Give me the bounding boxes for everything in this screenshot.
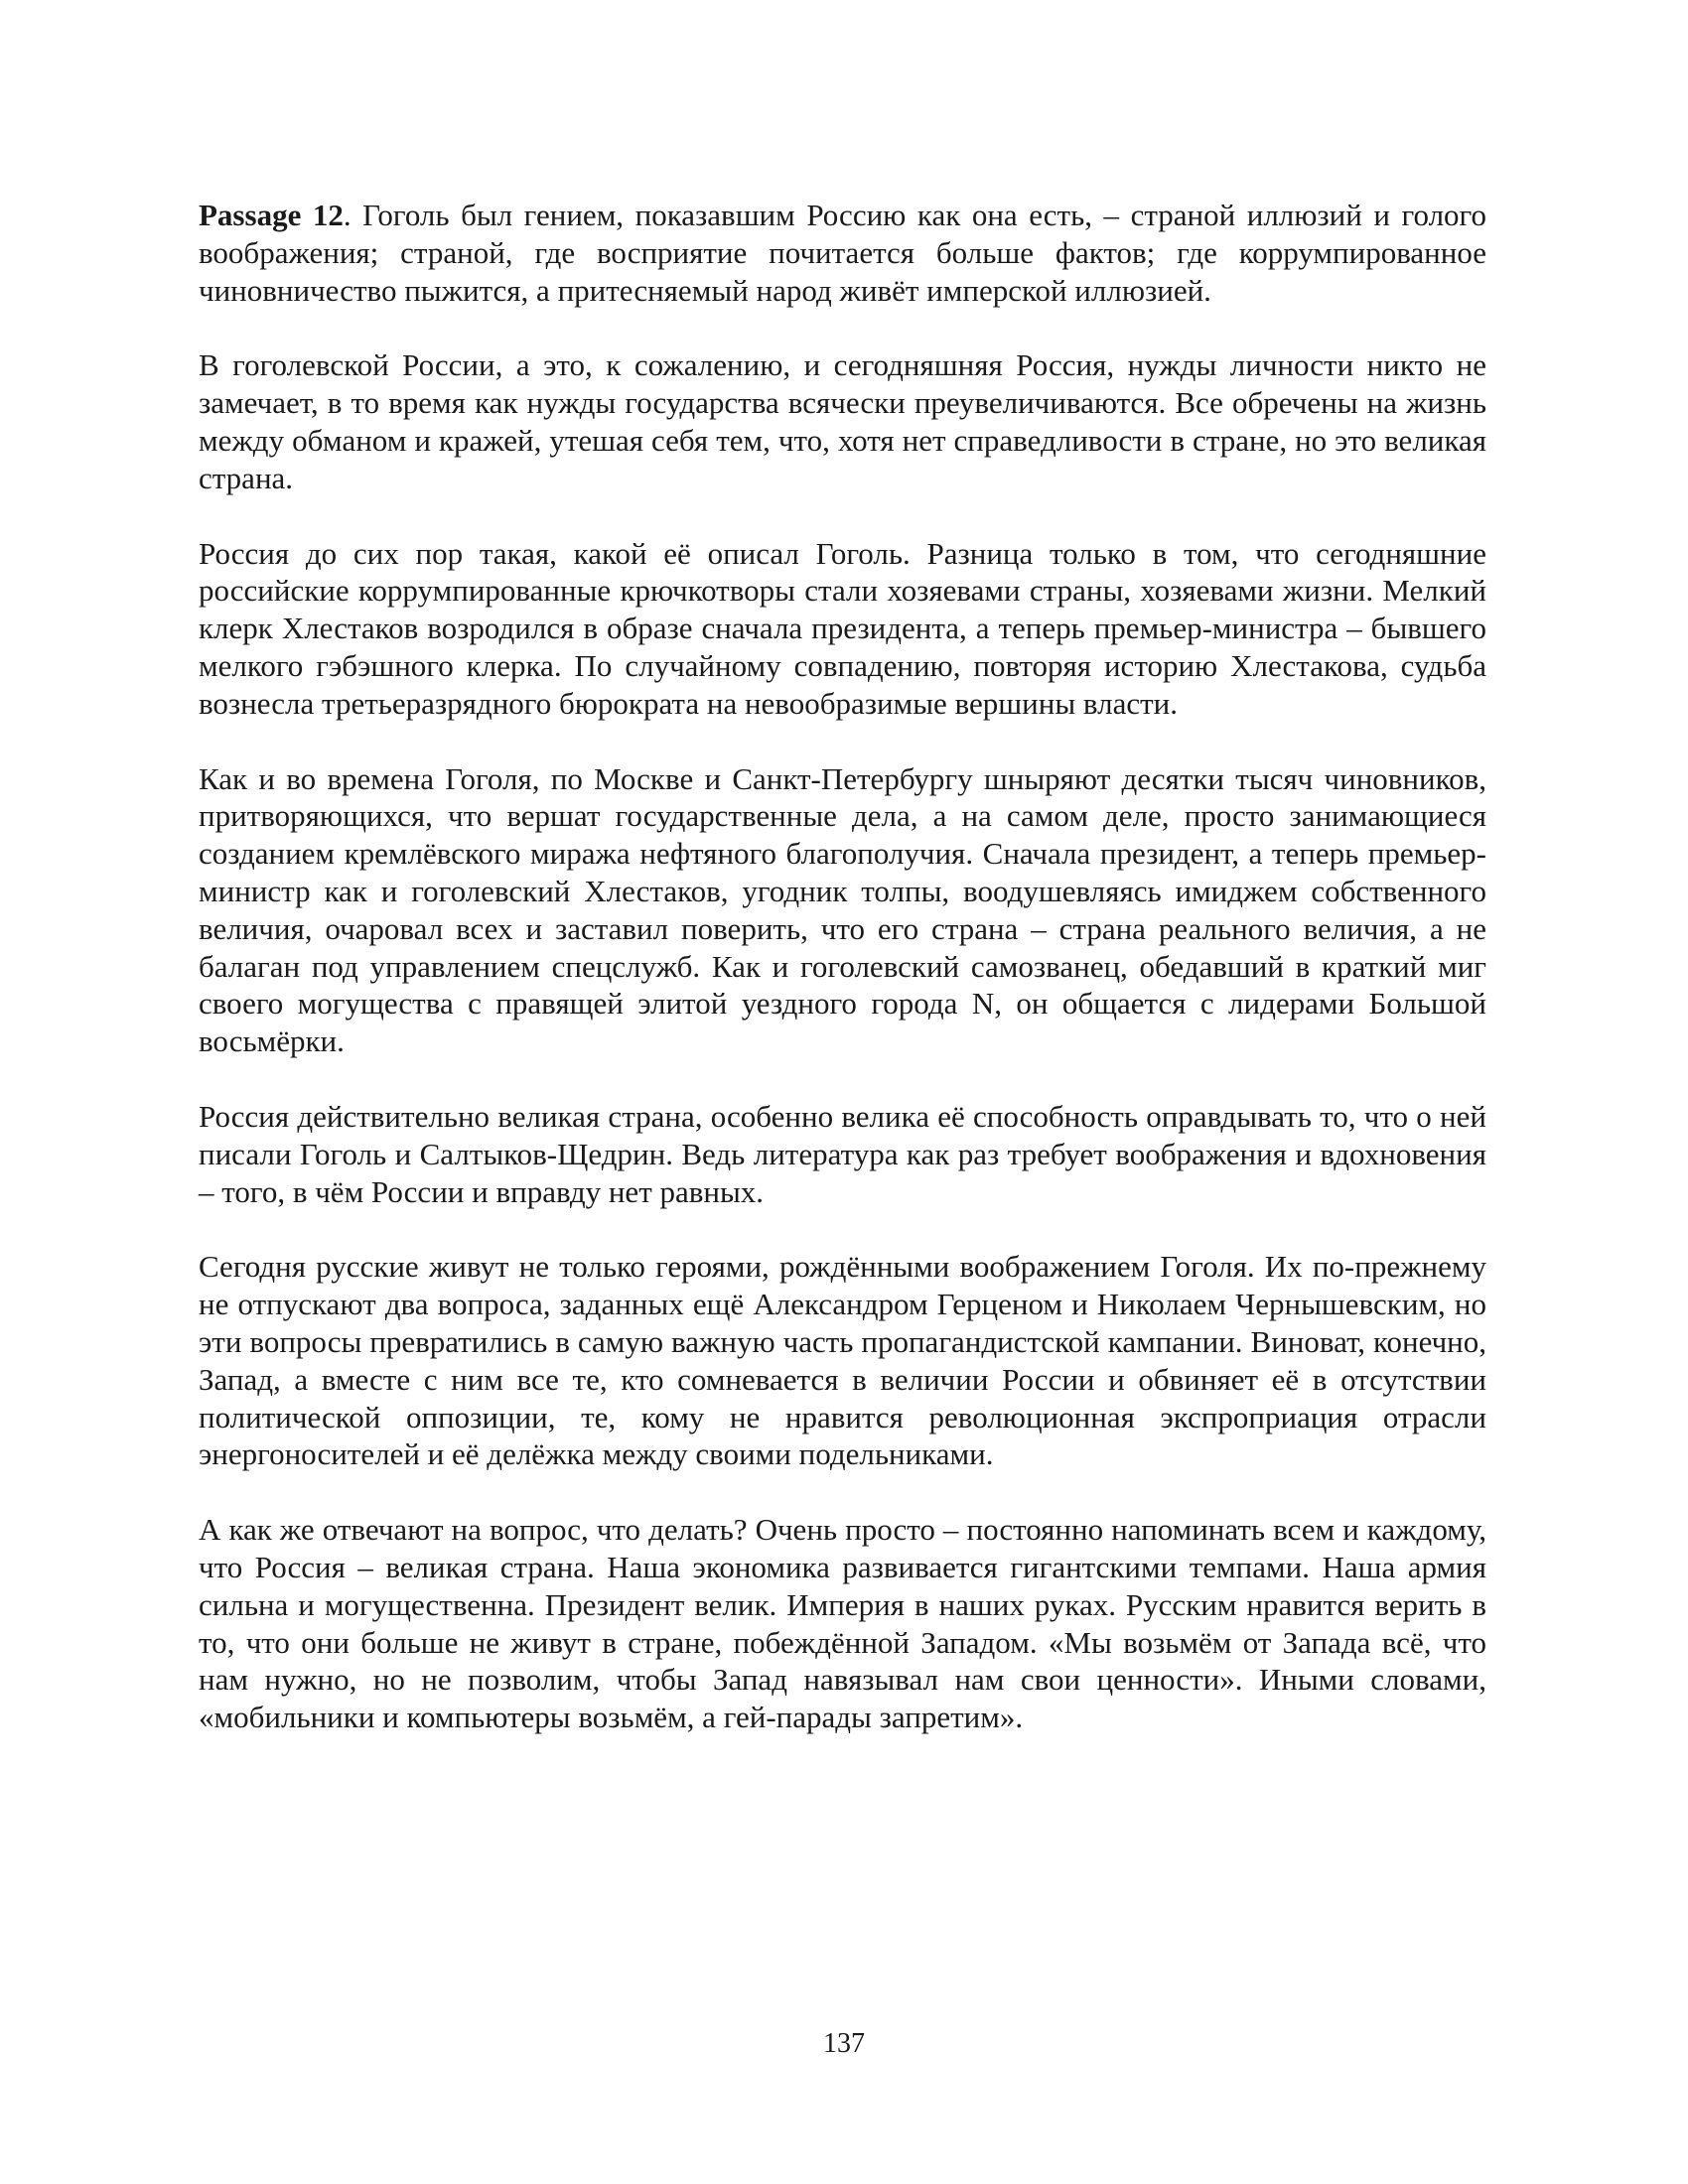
paragraph-2: В гоголевской России, а это, к сожалению, и сегодняшняя Россия, нужды личности никто не замечает, в то время как нужды государства всячески преувеличиваются. Все обречены на жизнь между обманом и кражей, утешая себя тем, что, хотя нет справедливости в стране, но это великая страна.	[199, 347, 1486, 495]
passage-label: Passage 12	[199, 198, 344, 232]
paragraph-7: А как же отвечают на вопрос, что делать? Очень просто – постоянно напоминать всем и каждому, что Россия – великая страна. Наша экономика развивается гигантскими темпами. Наша армия сильна и могущественна. Президент велик. Империя в наших руках. Русским нравится верить в то, что они больше не живут в стране, побеждённой Западом. «Мы возьмём от Запада всё, что нам нужно, но не позволим, чтобы Запад навязывал нам свои ценности». Иными словами, «мобильники и компьютеры возьмём, а гей-парады запретим».	[199, 1512, 1486, 1735]
page-number: 137	[823, 2028, 865, 2059]
passage-intro-text: . Гоголь был гением, показавшим Россию как она есть, – страной иллюзий и голого воображения; страной, где восприятие почитается больше фактов; где коррумпированное чиновничество пыжится, а притесняемый народ живёт имперской иллюзией.	[199, 198, 1486, 308]
paragraph-passage-intro	[199, 197, 1486, 309]
document-body	[199, 197, 1486, 1774]
paragraph-4: Как и во времена Гоголя, по Москве и Санкт-Петербургу шныряют десятки тысяч чиновников, притворяющихся, что вершат государственные дела, а на самом деле, просто занимающиеся созданием кремлёвского миража нефтяного благополучия. Сначала президент, а теперь премьер-министр как и гоголевский Хлестаков, угодник толпы, воодушевляясь имиджем собственного величия, очаровал всех и заставил поверить, что его страна – страна реального величия, а не балаган под управлением спецслужб. Как и гоголевский самозванец, обедавший в краткий миг своего могущества с правящей элитой уездного города N, он общается с лидерами Большой восьмёрки.	[199, 760, 1486, 1059]
paragraph-6: Сегодня русские живут не только героями, рождёнными воображением Гоголя. Их по-прежнему не отпускают два вопроса, заданных ещё Александром Герценом и Николаем Чернышевским, но эти вопросы превратились в самую важную часть пропагандистской кампании. Виноват, конечно, Запад, а вместе с ним все те, кто сомневается в величии России и обвиняет её в отсутствии политической оппозиции, те, кому не нравится революционная экспроприация отрасли энергоносителей и её делёжка между своими подельниками.	[199, 1249, 1486, 1472]
paragraph-3: Россия до сих пор такая, какой её описал Гоголь. Разница только в том, что сегодняшние российские коррумпированные крючкотворы стали хозяевами страны, хозяевами жизни. Мелкий клерк Хлестаков возродился в образе сначала президента, а теперь премьер-министра – бывшего мелкого гэбэшного клерка. По случайному совпадению, повторяя историю Хлестакова, судьба вознесла третьеразрядного бюрократа на невообразимые вершины власти.	[199, 535, 1486, 721]
paragraph-5: Россия действительно великая страна, особенно велика её способность оправдывать то, что о ней писали Гоголь и Салтыков-Щедрин. Ведь литература как раз требует воображения и вдохновения – того, в чём России и вправду нет равных.	[199, 1098, 1486, 1209]
